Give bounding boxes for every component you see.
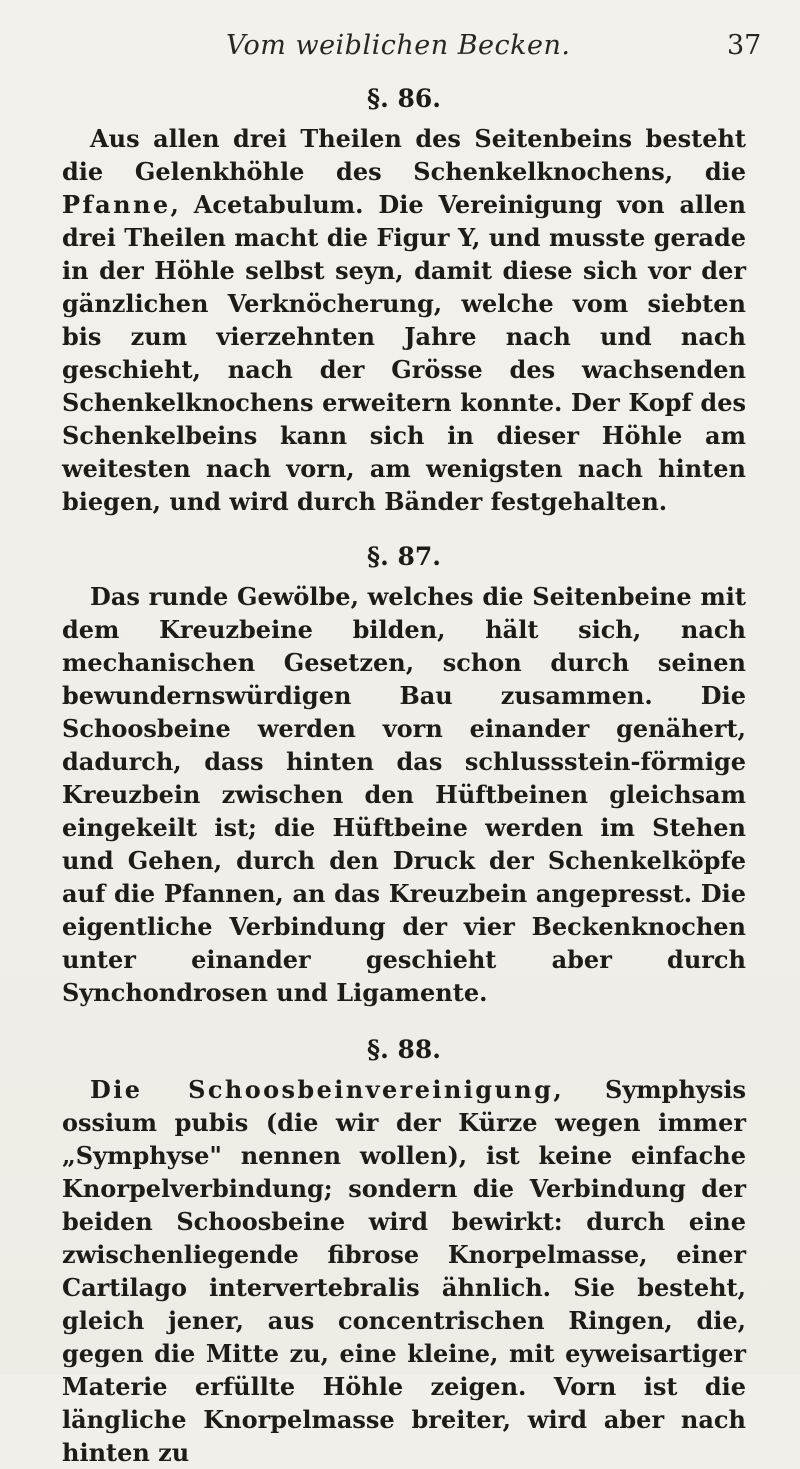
paragraph-text: , Symphysis ossium pubis (die wir der Kürze wegen immer „Symphyse" nennen wollen), ist keine einfache Knorpelverbindung; sondern die Verbindung der beiden Schoosbeine wird bewirkt: durch eine zwischenliegende fibrose Knorpelmasse, einer Cartilago intervertebralis ähnlich. Sie besteht, gleich jener, aus concentrischen Ringen, die, gegen die Mitte zu, eine kleine, mit eyweisartiger Materie erfüllte Höhle zeigen. Vorn ist die längliche Knorpelmasse breiter, wird aber nach hinten zu	[62, 1075, 746, 1467]
body-text	[62, 82, 746, 1469]
paragraph	[62, 1073, 746, 1469]
paragraph-text: Aus allen drei Theilen des Seitenbeins besteht die Gelenkhöhle des Schenkelknochens, die	[62, 124, 746, 186]
paragraph	[62, 122, 746, 518]
running-title: Vom weiblichen Becken.	[226, 30, 571, 61]
section-88	[62, 1033, 746, 1469]
emphasized-term: Pfanne	[62, 190, 171, 219]
section-heading: §. 88.	[367, 1035, 441, 1064]
section-86	[62, 82, 746, 518]
section-87	[62, 540, 746, 1009]
section-heading: §. 87.	[367, 542, 441, 571]
page-header	[0, 30, 800, 62]
page-number: 37	[727, 30, 762, 61]
emphasized-term: Die Schoosbeinvereinigung	[90, 1075, 554, 1104]
section-heading: §. 86.	[367, 84, 441, 113]
paragraph: Das runde Gewölbe, welches die Seitenbeine mit dem Kreuzbeine bilden, hält sich, nach mechanischen Gesetzen, schon durch seinen bewundernswürdigen Bau zusammen. Die Schoosbeine werden vorn einander genähert, dadurch, dass hinten das schlussstein-förmige Kreuzbein zwischen den Hüftbeinen gleichsam eingekeilt ist; die Hüftbeine werden im Stehen und Gehen, durch den Druck der Schenkelköpfe auf die Pfannen, an das Kreuzbein angepresst. Die eigentliche Verbindung der vier Beckenknochen unter einander geschieht aber durch Synchondrosen und Ligamente.	[62, 582, 746, 1007]
paragraph-text: , Acetabulum. Die Vereinigung von allen drei Theilen macht die Figur Y, und musste gerade in der Höhle selbst seyn, damit diese sich vor der gänzlichen Verknöcherung, welche vom siebten bis zum vierzehnten Jahre nach und nach geschieht, nach der Grösse des wachsenden Schenkelknochens erweitern konnte. Der Kopf des Schenkelbeins kann sich in dieser Höhle am weitesten nach vorn, am wenigsten nach hinten biegen, und wird durch Bänder festgehalten.	[62, 190, 746, 516]
